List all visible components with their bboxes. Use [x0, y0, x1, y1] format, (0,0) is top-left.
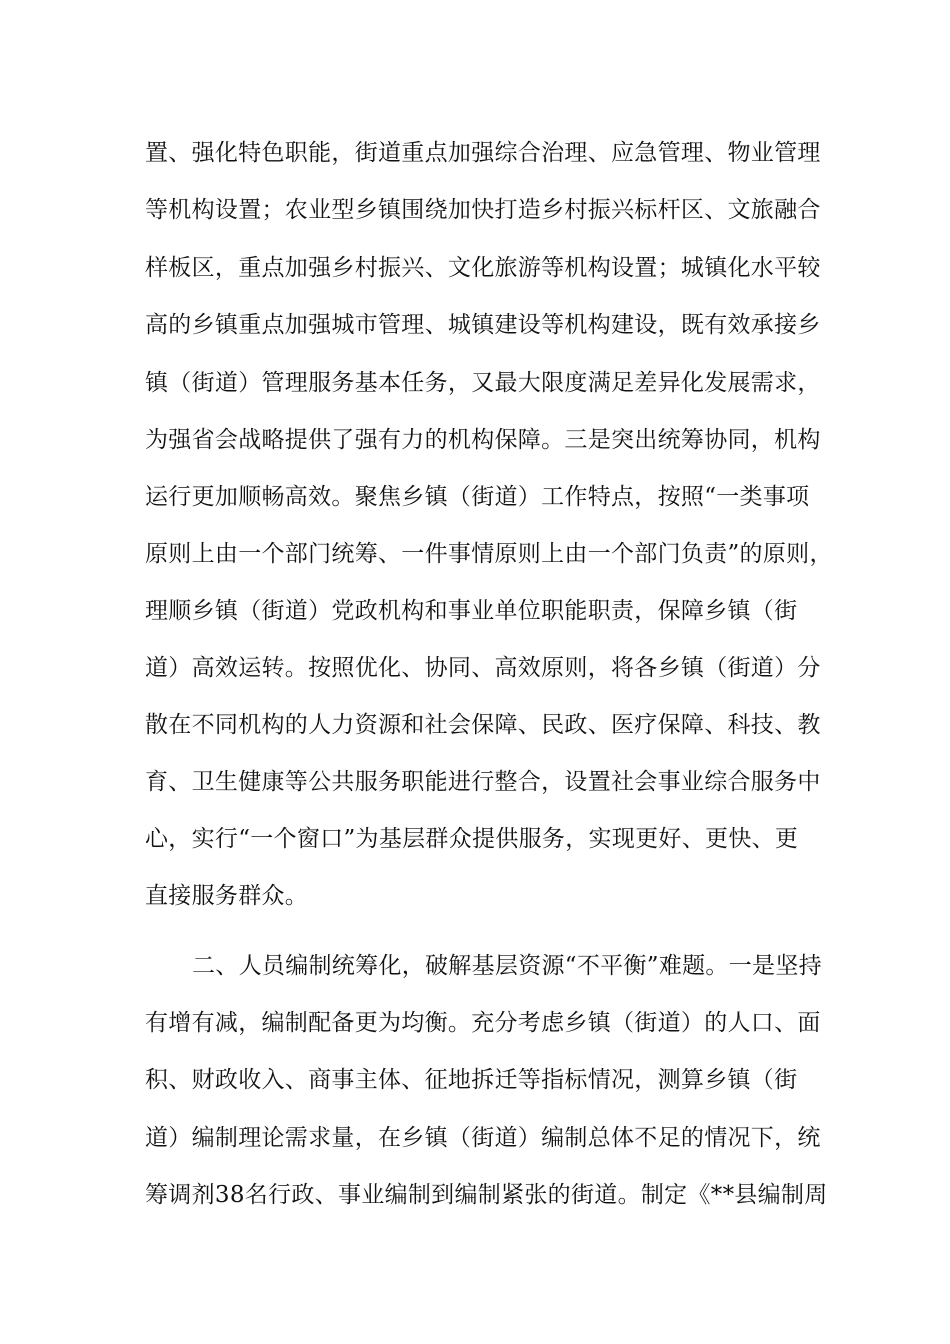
paragraph-2-line-4: 道）编制理论需求量，在乡镇（街道）编制总体不足的情况下，统 — [145, 1125, 821, 1151]
paragraph-2-line-5: 筹调剂38名行政、事业编制到编制紧张的街道。制定《**县编制周 — [145, 1182, 828, 1208]
paragraph-1-line-11: 散在不同机构的人力资源和社会保障、民政、医疗保障、科技、教 — [145, 712, 821, 738]
paragraph-1-line-14: 直接服务群众。 — [145, 883, 309, 909]
paragraph-1-line-3: 样板区，重点加强乡村振兴、文化旅游等机构设置；城镇化水平较 — [145, 255, 821, 281]
paragraph-1-line-8: 原则上由一个部门统筹、一件事情原则上由一个部门负责”的原则， — [145, 541, 833, 567]
paragraph-1-line-9: 理顺乡镇（街道）党政机构和事业单位职能职责，保障乡镇（街 — [145, 598, 798, 624]
paragraph-1-line-6: 为强省会战略提供了强有力的机构保障。三是突出统筹协同，机构 — [145, 427, 821, 453]
paragraph-1-line-13: 心，实行“一个窗口”为基层群众提供服务，实现更好、更快、更 — [145, 826, 799, 852]
paragraph-2-line-1: 二、人员编制统筹化，破解基层资源“不平衡”难题。一是坚持 — [192, 953, 822, 979]
paragraph-1-line-1: 置、强化特色职能，街道重点加强综合治理、应急管理、物业管理 — [145, 140, 821, 166]
paragraph-1-line-12: 育、卫生健康等公共服务职能进行整合，设置社会事业综合服务中 — [145, 769, 821, 795]
paragraph-1-line-2: 等机构设置；农业型乡镇围绕加快打造乡村振兴标杆区、文旅融合 — [145, 197, 821, 223]
paragraph-2-line-3: 积、财政收入、商事主体、征地拆迁等指标情况，测算乡镇（街 — [145, 1067, 798, 1093]
paragraph-1-line-10: 道）高效运转。按照优化、协同、高效原则，将各乡镇（街道）分 — [145, 655, 821, 681]
paragraph-1-line-7: 运行更加顺畅高效。聚焦乡镇（街道）工作特点，按照“一类事项 — [145, 484, 810, 510]
paragraph-2-line-2: 有增有减，编制配备更为均衡。充分考虑乡镇（街道）的人口、面 — [145, 1010, 821, 1036]
paragraph-1-line-4: 高的乡镇重点加强城市管理、城镇建设等机构建设，既有效承接乡 — [145, 312, 821, 338]
paragraph-1-line-5: 镇（街道）管理服务基本任务，又最大限度满足差异化发展需求， — [145, 370, 821, 396]
